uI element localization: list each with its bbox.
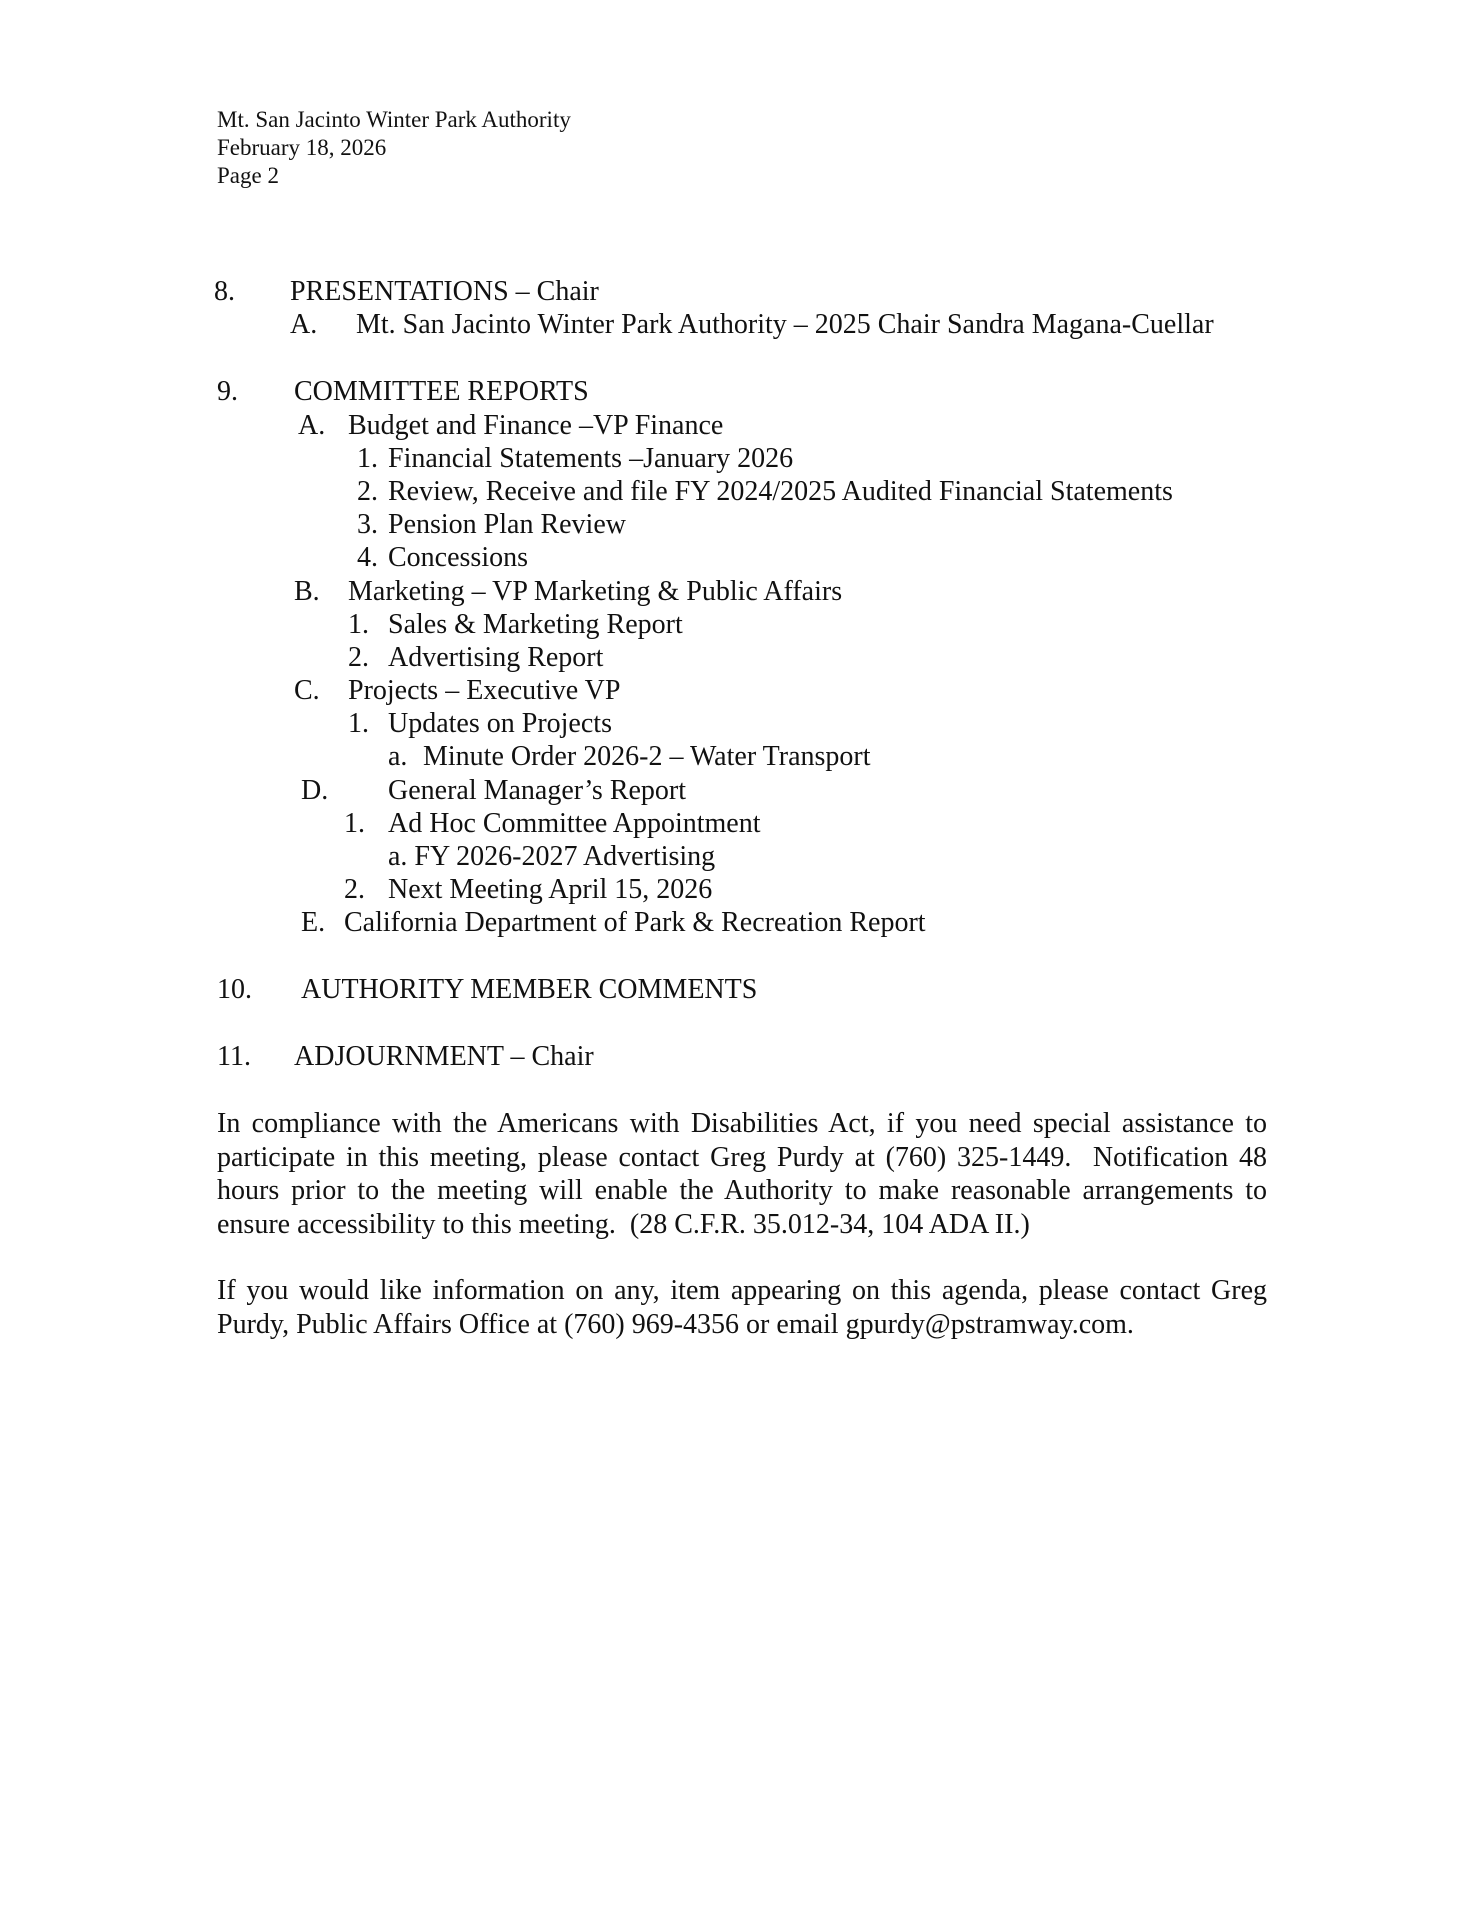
page-header	[217, 106, 571, 190]
item-9b-text: Marketing – VP Marketing & Public Affairs	[348, 576, 843, 607]
item-9a-3-text: Pension Plan Review	[388, 509, 626, 540]
item-9e-letter: E.	[301, 907, 326, 938]
item-10-number: 10.	[217, 974, 252, 1005]
meeting-date: February 18, 2026	[217, 135, 387, 160]
item-9d-2-number: 2.	[344, 874, 365, 905]
item-9b-1-text: Sales & Marketing Report	[388, 609, 683, 640]
item-9a-letter: A.	[298, 410, 326, 441]
item-9d-1-number: 1.	[344, 808, 365, 839]
item-9c-letter: C.	[294, 675, 320, 706]
item-9a-2-text: Review, Receive and file FY 2024/2025 Audited Financial Statements	[388, 476, 1173, 507]
item-9b-2-number: 2.	[348, 642, 369, 673]
item-9d-2-text: Next Meeting April 15, 2026	[388, 874, 713, 905]
item-9c-1-text: Updates on Projects	[388, 708, 612, 739]
item-9-title: COMMITTEE REPORTS	[294, 376, 589, 407]
item-9c-1-number: 1.	[348, 708, 369, 739]
item-9d-1a-text: a. FY 2026-2027 Advertising	[388, 841, 716, 872]
item-11-title: ADJOURNMENT – Chair	[294, 1041, 594, 1072]
item-8-number: 8.	[214, 276, 235, 307]
item-9c-1a-letter: a.	[388, 741, 408, 772]
item-9a-1-number: 1.	[357, 443, 378, 474]
info-notice: If you would like information on any, item appearing on this agenda, please contact Greg Purdy, Public Affairs Office at (760) 969-4356 or email gpurdy@pstramway.com.	[217, 1275, 1267, 1340]
item-9a-1-text: Financial Statements –January 2026	[388, 443, 794, 474]
item-9-number: 9.	[217, 376, 238, 407]
item-9d-letter: D.	[301, 775, 329, 806]
item-8a-letter: A.	[290, 309, 318, 340]
item-8a-text: Mt. San Jacinto Winter Park Authority – 2025 Chair Sandra Magana-Cuellar	[356, 309, 1214, 340]
organization-name: Mt. San Jacinto Winter Park Authority	[217, 107, 571, 132]
item-9d-text: General Manager’s Report	[388, 775, 687, 806]
item-8-title: PRESENTATIONS – Chair	[290, 276, 599, 307]
item-9a-3-number: 3.	[357, 509, 378, 540]
item-9c-text: Projects – Executive VP	[348, 675, 621, 706]
page-number: Page 2	[217, 163, 279, 188]
item-9a-text: Budget and Finance –VP Finance	[348, 410, 724, 441]
item-9a-4-number: 4.	[357, 542, 378, 573]
item-11-number: 11.	[217, 1041, 251, 1072]
item-9c-1a-text: Minute Order 2026-2 – Water Transport	[423, 741, 871, 772]
item-10-title: AUTHORITY MEMBER COMMENTS	[301, 974, 758, 1005]
item-9a-2-number: 2.	[357, 476, 378, 507]
item-9a-4-text: Concessions	[388, 542, 528, 573]
item-9b-1-number: 1.	[348, 609, 369, 640]
item-9e-text: California Department of Park & Recreation Report	[344, 907, 926, 938]
item-9b-2-text: Advertising Report	[388, 642, 604, 673]
ada-notice: In compliance with the Americans with Disabilities Act, if you need special assistance to participate in this meeting, please contact Greg Purdy at (760) 325-1449. Notification 48 hours prior to the meeting will enable the Authority to make reasonable arrangements to ensure accessibility to this meeting. (28 C.F.R. 35.012-34, 104 ADA II.)	[217, 1108, 1267, 1240]
item-9d-1-text: Ad Hoc Committee Appointment	[388, 808, 761, 839]
item-9b-letter: B.	[294, 576, 320, 607]
